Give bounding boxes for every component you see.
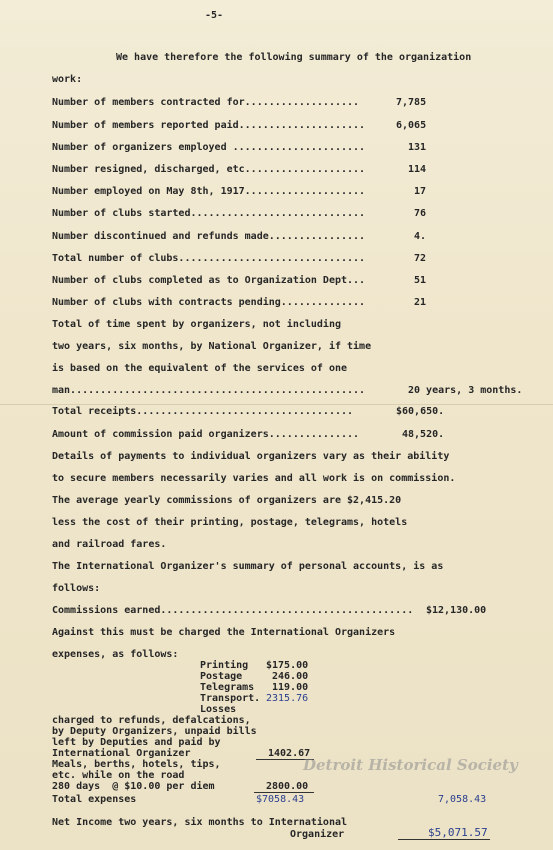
details-line-4: less the cost of their printing, postage, telegrams, hotels xyxy=(52,517,408,528)
intro-line-1: We have therefore the following summary of the organization xyxy=(116,52,472,63)
summary-label: Number of members reported paid..................... xyxy=(52,120,366,131)
summary-value: 131 xyxy=(408,142,427,153)
summary-label: Number discontinued and refunds made................ xyxy=(52,231,366,242)
meals-line: 280 days @ $10.00 per diem xyxy=(52,781,215,792)
expense-label: Printing xyxy=(200,660,249,671)
intl-line-1: The International Organizer's summary of personal accounts, is as xyxy=(52,561,444,572)
meals-line: etc. while on the road xyxy=(52,770,185,781)
details-line-1: Details of payments to individual organizers vary as their ability xyxy=(52,451,450,462)
fold-line xyxy=(0,404,553,405)
expense-value: 2315.76 xyxy=(266,693,309,704)
expense-value: 119.00 xyxy=(272,682,309,693)
receipts-label: Total receipts.................................... xyxy=(52,406,354,417)
watermark-logo: Detroit Historical Society xyxy=(303,756,518,774)
summary-value: 72 xyxy=(414,253,427,264)
expense-label: Telegrams xyxy=(200,682,255,693)
commission-value: 48,520. xyxy=(402,429,445,440)
summary-label: Number of members contracted for................... xyxy=(52,97,360,108)
losses-line: by Deputy Organizers, unpaid bills xyxy=(52,726,257,737)
page-number: -5- xyxy=(205,10,224,21)
time-line-2: two years, six months, by National Organizer, if time xyxy=(52,341,372,352)
summary-value: 51 xyxy=(414,275,427,286)
details-line-2: to secure members necessarily varies and all work is on commission. xyxy=(52,473,456,484)
total-expenses-label: Total expenses xyxy=(52,794,137,805)
summary-value: 21 xyxy=(414,297,427,308)
summary-label: Total number of clubs............................... xyxy=(52,253,366,264)
summary-value: 7,785 xyxy=(396,97,427,108)
meals-underline xyxy=(254,792,314,793)
time-line-3: is based on the equivalent of the services of one xyxy=(52,363,348,374)
meals-value: 2800.00 xyxy=(266,781,309,792)
losses-value: 1402.67 xyxy=(268,748,311,759)
summary-value: 17 xyxy=(414,186,427,197)
net-income-line-2: Organizer xyxy=(290,829,345,840)
summary-value: 6,065 xyxy=(396,120,427,131)
against-line-2: expenses, as follows: xyxy=(52,649,179,660)
against-line-1: Against this must be charged the International Organizers xyxy=(52,627,396,638)
losses-line: International Organizer xyxy=(52,748,191,759)
losses-line: charged to refunds, defalcations, xyxy=(52,715,251,726)
net-income-underline xyxy=(398,839,490,840)
commissions-earned-value: $12,130.00 xyxy=(426,605,487,616)
total-expenses-right: 7,058.43 xyxy=(438,794,487,805)
details-line-5: and railroad fares. xyxy=(52,539,167,550)
meals-line: Meals, berths, hotels, tips, xyxy=(52,759,221,770)
summary-value: 76 xyxy=(414,208,427,219)
total-expenses-value: $7058.43 xyxy=(256,794,305,805)
summary-label: Number of clubs completed as to Organization Dept... xyxy=(52,275,366,286)
intro-line-2: work: xyxy=(52,74,83,85)
expense-value: 246.00 xyxy=(272,671,309,682)
expense-label: Postage xyxy=(200,671,243,682)
receipts-value: $60,650. xyxy=(396,406,445,417)
man-value: 20 years, 3 months. xyxy=(408,385,523,396)
losses-line: left by Deputies and paid by xyxy=(52,737,221,748)
net-income-value: $5,071.57 xyxy=(428,826,488,839)
details-line-3: The average yearly commissions of organizers are $2,415.20 xyxy=(52,495,402,506)
summary-label: Number of clubs started............................. xyxy=(52,208,366,219)
expense-label: Transport. xyxy=(200,693,261,704)
expense-value: $175.00 xyxy=(266,660,309,671)
summary-label: Number employed on May 8th, 1917.................... xyxy=(52,186,366,197)
net-income-line-1: Net Income two years, six months to International xyxy=(52,817,348,828)
man-label: man................................................. xyxy=(52,385,366,396)
summary-value: 4. xyxy=(414,231,427,242)
time-line-1: Total of time spent by organizers, not including xyxy=(52,319,341,330)
commissions-earned-label: Commissions earned.......................................... xyxy=(52,605,414,616)
summary-label: Number of clubs with contracts pending.............. xyxy=(52,297,366,308)
intl-line-2: follows: xyxy=(52,583,101,594)
summary-value: 114 xyxy=(408,164,427,175)
commission-label: Amount of commission paid organizers............... xyxy=(52,429,360,440)
losses-heading: Losses xyxy=(200,704,237,715)
summary-label: Number resigned, discharged, etc.................... xyxy=(52,164,366,175)
summary-label: Number of organizers employed ...................... xyxy=(52,142,366,153)
